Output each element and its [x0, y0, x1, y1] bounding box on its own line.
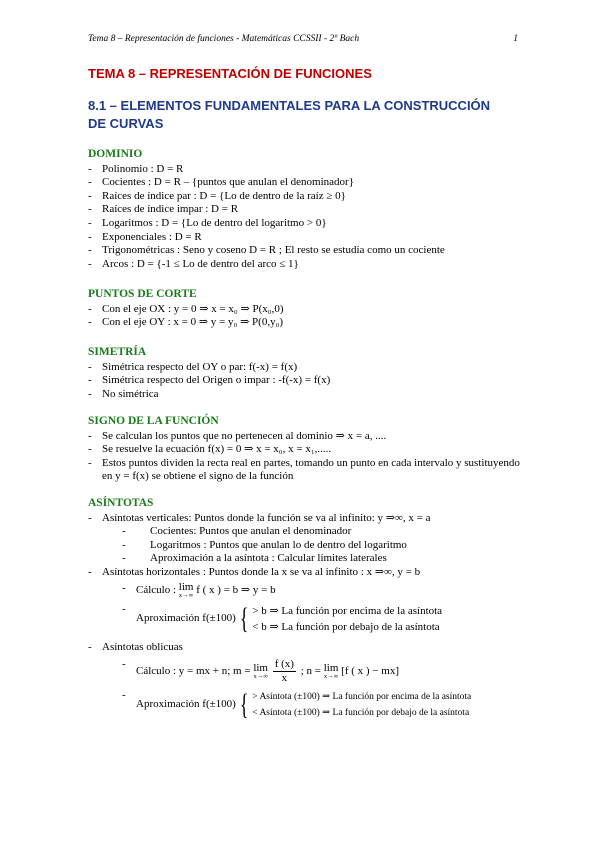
- h-aprox-line-2: < b ⇒ La función por debajo de la asíntota: [252, 620, 440, 633]
- corte-section: [88, 288, 528, 330]
- list-item: - Cocientes : D = R – {puntos que anulan el denominador}: [88, 176, 528, 190]
- oblicua-calculo: [88, 658, 528, 685]
- simetria-heading: SIMETRÍA: [88, 346, 147, 358]
- running-header: [88, 34, 518, 44]
- left-brace: {: [239, 601, 249, 635]
- asintotas-horizontales: - Asíntotas horizontales : Puntos donde la x se va al infinito : x ⇒∞, y = b: [88, 566, 528, 580]
- o-aprox-line-2: < Asíntota (±100) ⇒ La función por debajo de la asíntota: [252, 708, 470, 719]
- lim-text: lim: [323, 662, 339, 675]
- list-item: - Se calculan los puntos que no pertenecen al dominio ⇒ x = a, ....: [88, 430, 528, 444]
- fraction-numerator: f (x): [274, 658, 294, 671]
- list-item: - No simétrica: [88, 388, 528, 402]
- list-item: - Raíces de índice par : D = {Lo de dentro de la raíz ≥ 0}: [88, 190, 528, 204]
- list-item: - Estos puntos dividen la recta real en partes, tomando un punto en cada intervalo y sustituyendo en y = f(x) se obtiene el signo de la función: [88, 457, 528, 484]
- list-item: - Logaritmos : D = {Lo de dentro del logaritmo > 0}: [88, 217, 528, 231]
- o-n-label: ; n =: [300, 665, 321, 678]
- section-title: 8.1 – ELEMENTOS FUNDAMENTALES PARA LA CONSTRUCCIÓN DE CURVAS: [88, 98, 491, 131]
- dominio-heading: DOMINIO: [88, 148, 143, 160]
- lim-sub: x→∞: [253, 673, 268, 681]
- limit-symbol: [324, 663, 339, 680]
- asintotas-verticales: - Asíntotas verticales: Puntos donde la función se va al infinito: y ⇒∞, x = a: [88, 512, 528, 526]
- list-item: - Con el eje OX : y = 0 ⇒ x = x₀ ⇒ P(x₀,0): [88, 303, 528, 317]
- horizontal-calculo: [88, 582, 528, 599]
- h-aprox-lines: [252, 603, 442, 635]
- list-item: - Raíces de índice impar : D = R: [88, 203, 528, 217]
- o-aprox-block: [136, 689, 471, 721]
- lim-sub: x→∞: [323, 673, 339, 681]
- limit-symbol: [253, 663, 268, 680]
- limit-symbol: [179, 582, 194, 599]
- o-calc-label: Cálculo : y = mx + n; m =: [136, 665, 251, 678]
- page-number: 1: [513, 34, 518, 44]
- o-aprox-lines: [252, 689, 471, 721]
- list-item: - Con el eje OY : x = 0 ⇒ y = y₀ ⇒ P(0,y₀): [88, 316, 528, 330]
- list-item: - Trigonométricas : Seno y coseno D = R ; El resto se estudia como un cociente: [88, 244, 528, 258]
- dominio-section: [88, 148, 528, 271]
- lim-sub: x→∞: [178, 591, 194, 599]
- signo-section: [88, 415, 528, 484]
- list-item: - Logaritmos : Puntos que anulan lo de dentro del logaritmo: [88, 539, 528, 553]
- h-aprox-label: - Aproximación f(±100): [136, 611, 236, 624]
- h-aprox-line-1: > b ⇒ La función por encima de la asíntota: [252, 604, 443, 617]
- simetria-section: [88, 346, 528, 401]
- asintotas-section: [88, 497, 528, 721]
- o-n-expr: [f ( x ) − mx]: [341, 665, 399, 678]
- list-item: - Polinomio : D = R: [88, 163, 528, 177]
- list-item: - Exponenciales : D = R: [88, 231, 528, 245]
- left-brace: {: [239, 688, 249, 722]
- fraction-denominator: x: [281, 672, 288, 685]
- corte-heading: PUNTOS DE CORTE: [88, 288, 197, 300]
- o-aprox-line-1: > Asíntota (±100) ⇒ La función por encima de la asíntota: [252, 692, 472, 703]
- list-item: - Simétrica respecto del Origen o impar : -f(-x) = f(x): [88, 374, 528, 388]
- signo-heading: SIGNO DE LA FUNCIÓN: [88, 415, 219, 427]
- h-aprox-block: [136, 603, 442, 635]
- oblicua-aproximacion: [88, 689, 528, 721]
- list-item: - Cocientes: Puntos que anulan el denominador: [88, 525, 528, 539]
- horizontal-aproximacion: [88, 603, 528, 635]
- lim-text: lim: [178, 580, 194, 593]
- asintotas-oblicuas: - Asíntotas oblicuas: [88, 641, 528, 655]
- list-item: - Arcos : D = {-1 ≤ Lo de dentro del arco ≤ 1}: [88, 258, 528, 272]
- lim-text: lim: [253, 662, 268, 675]
- o-aprox-label: - Aproximación f(±100): [136, 698, 236, 711]
- list-item: - Se resuelve la ecuación f(x) = 0 ⇒ x = x₀, x = x₁,.....: [88, 443, 528, 457]
- header-title: Tema 8 – Representación de funciones - Matemáticas CCSSII - 2º Bach: [88, 34, 360, 44]
- list-item: - Aproximación a la asíntota : Calcular límites laterales: [88, 552, 528, 566]
- asintotas-heading: ASÍNTOTAS: [88, 497, 154, 509]
- fraction: [273, 658, 296, 685]
- list-item: - Simétrica respecto del OY o par: f(-x) = f(x): [88, 361, 528, 375]
- h-calc-label: Cálculo :: [136, 583, 177, 596]
- h-calc-expr: f ( x ) = b ⇒ y = b: [196, 583, 276, 596]
- page-title: TEMA 8 – REPRESENTACIÓN DE FUNCIONES: [88, 66, 372, 81]
